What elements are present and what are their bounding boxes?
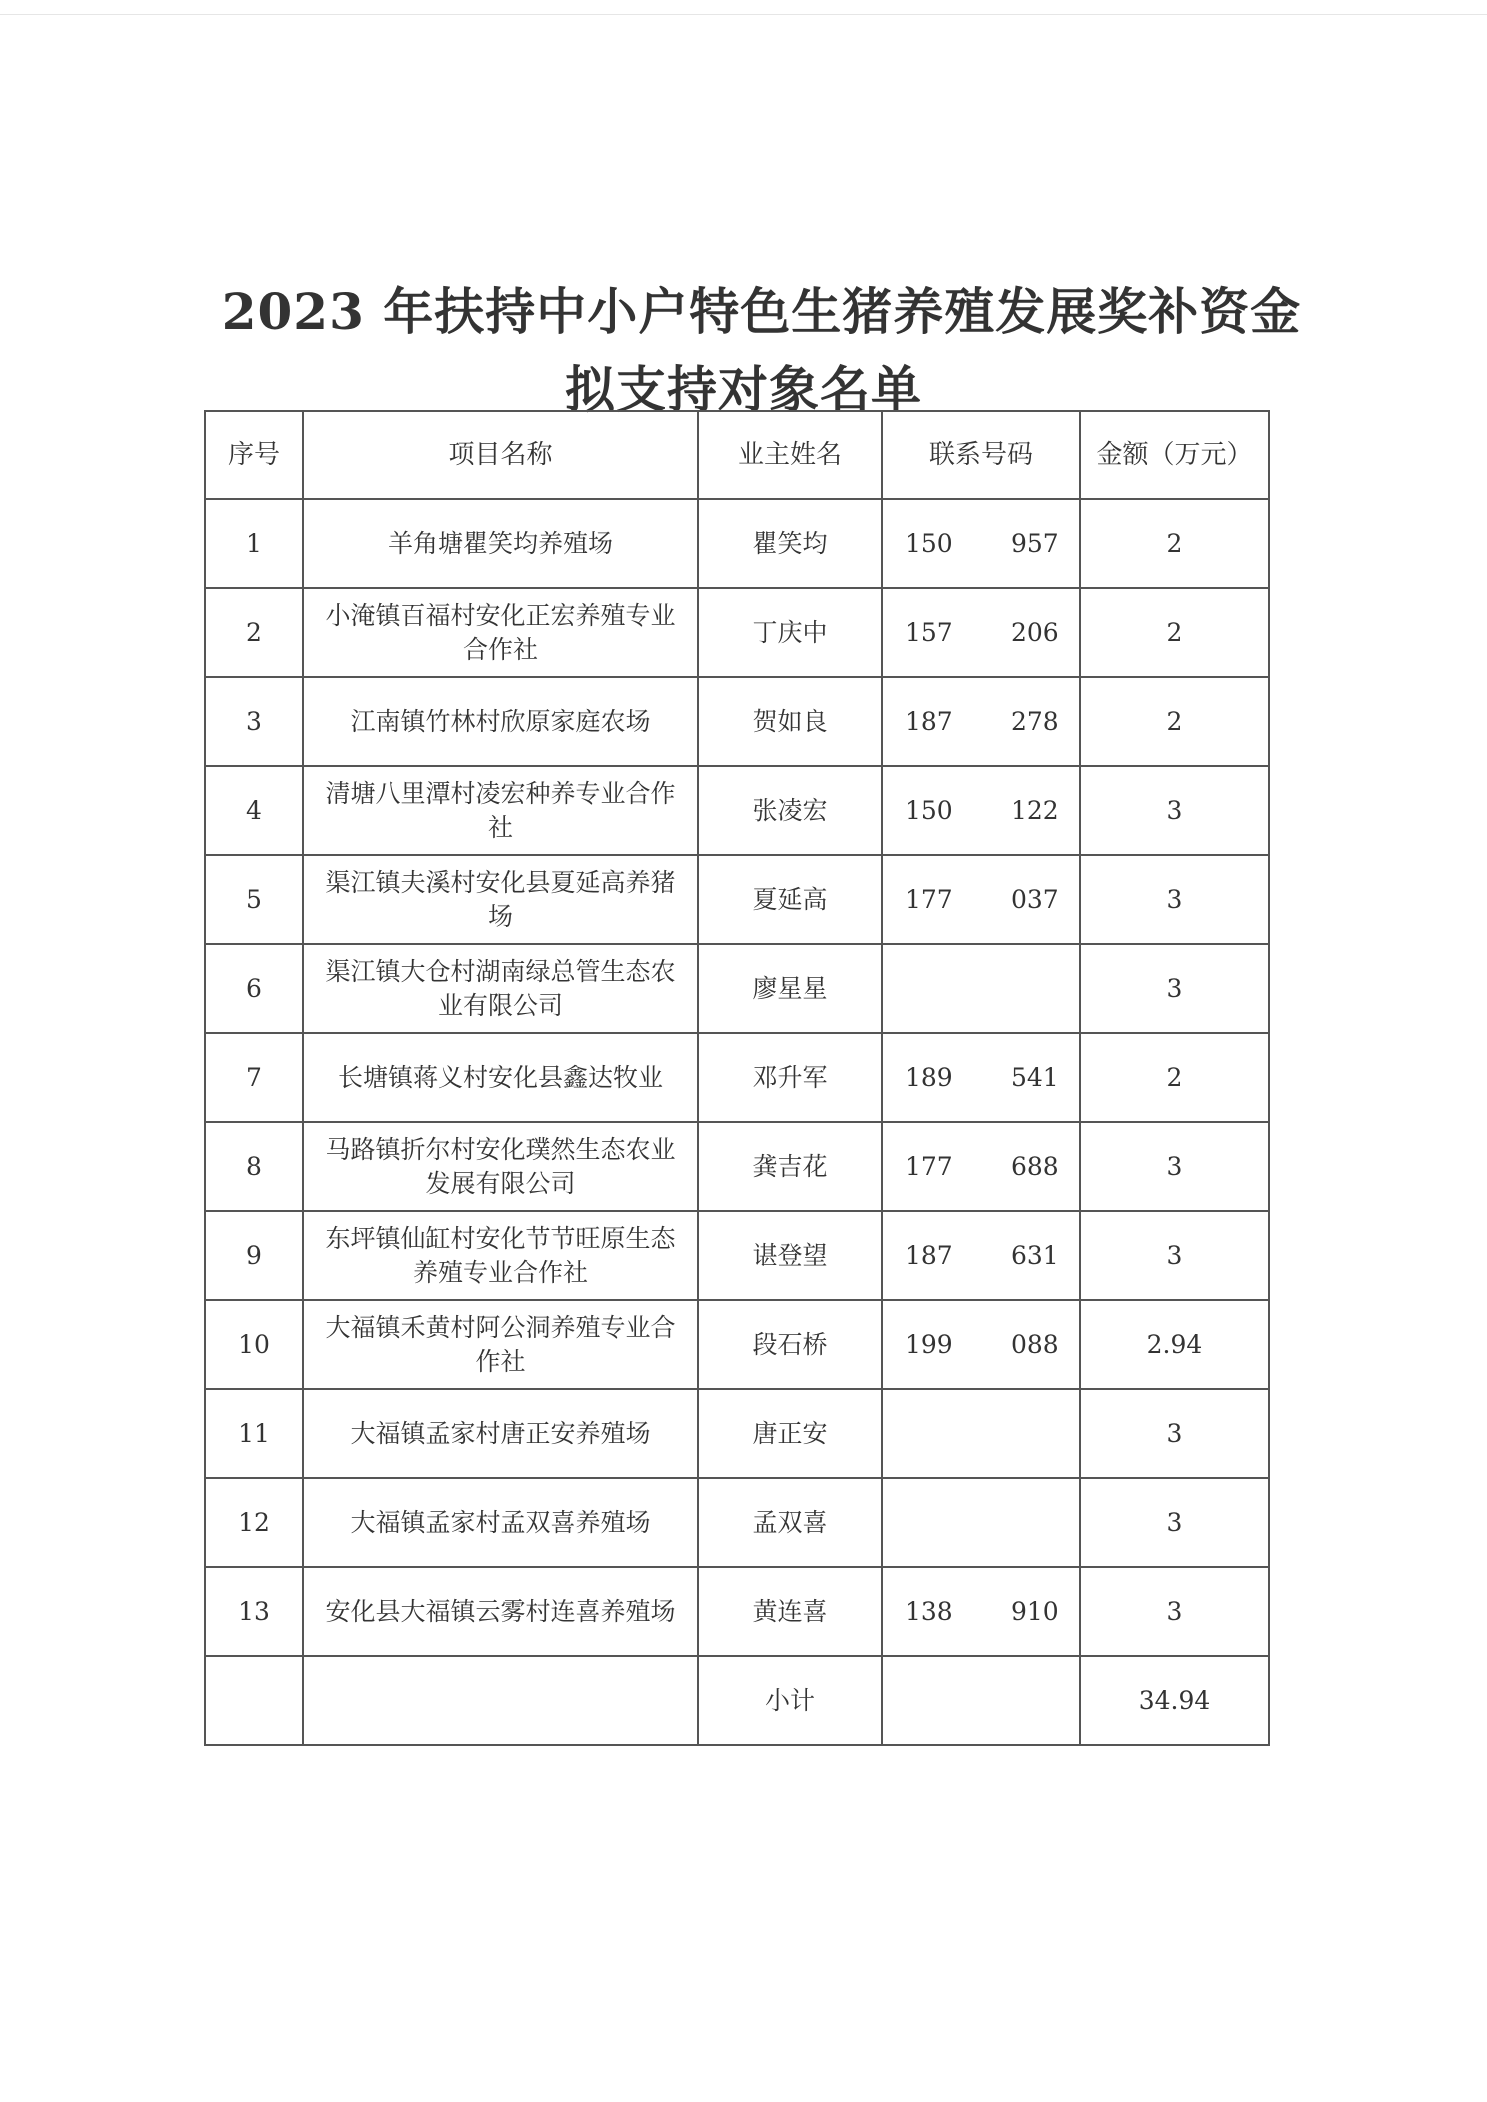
redaction-mask [957,1212,1009,1299]
redaction-mask [957,678,1009,765]
row-project: 大福镇孟家村孟双喜养殖场 [303,1478,698,1567]
header-owner: 业主姓名 [698,411,882,499]
row-phone [882,766,1080,855]
row-no: 2 [205,588,303,677]
row-amount: 2 [1080,677,1269,766]
subtotal-project [303,1656,698,1745]
row-owner: 谌登望 [698,1211,882,1300]
row-phone [882,588,1080,677]
phone-suffix: 541 [1011,1062,1059,1092]
table-row [205,766,1269,855]
row-no: 9 [205,1211,303,1300]
redaction-mask [957,1568,1009,1655]
phone-prefix: 189 [905,1062,953,1092]
table-row [205,588,1269,677]
row-no: 13 [205,1567,303,1656]
phone-suffix: 278 [1011,706,1059,736]
redaction-mask [957,767,1009,854]
phone-suffix: 122 [1011,795,1059,825]
row-amount: 3 [1080,855,1269,944]
row-no: 7 [205,1033,303,1122]
phone-prefix: 177 [905,1151,953,1181]
row-project: 大福镇孟家村唐正安养殖场 [303,1389,698,1478]
phone-prefix: 157 [905,617,953,647]
row-owner: 贺如良 [698,677,882,766]
phone-suffix: 037 [1011,884,1059,914]
document-title-line2: 拟支持对象名单 [565,360,922,419]
table-row [205,1122,1269,1211]
row-no: 4 [205,766,303,855]
table-row [205,944,1269,1033]
row-project: 清塘八里潭村凌宏种养专业合作社 [303,766,698,855]
redaction-mask [957,589,1009,676]
phone-prefix: 150 [905,528,953,558]
row-phone [882,1122,1080,1211]
header-no: 序号 [205,411,303,499]
table-header-row [205,411,1269,499]
row-project: 长塘镇蒋义村安化县鑫达牧业 [303,1033,698,1122]
phone-prefix: 187 [905,706,953,736]
row-no: 10 [205,1300,303,1389]
redaction-mask [957,1123,1009,1210]
row-owner: 唐正安 [698,1389,882,1478]
table-row [205,1300,1269,1389]
row-project: 东坪镇仙缸村安化节节旺原生态养殖专业合作社 [303,1211,698,1300]
row-owner: 丁庆中 [698,588,882,677]
table-row [205,855,1269,944]
row-project: 马路镇折尔村安化璞然生态农业发展有限公司 [303,1122,698,1211]
phone-suffix: 910 [1011,1596,1059,1626]
table-row [205,1567,1269,1656]
row-project: 渠江镇夫溪村安化县夏延高养猪场 [303,855,698,944]
row-phone [882,499,1080,588]
row-owner: 孟双喜 [698,1478,882,1567]
scan-edge [0,14,1487,15]
row-amount: 3 [1080,766,1269,855]
subtotal-label: 小计 [698,1656,882,1745]
row-owner: 张凌宏 [698,766,882,855]
table-row [205,1033,1269,1122]
row-phone [882,1478,1080,1567]
row-no: 6 [205,944,303,1033]
row-no: 8 [205,1122,303,1211]
phone-prefix: 199 [905,1329,953,1359]
row-amount: 2.94 [1080,1300,1269,1389]
subtotal-no [205,1656,303,1745]
row-phone [882,944,1080,1033]
phone-suffix: 631 [1011,1240,1059,1270]
row-project: 渠江镇大仓村湖南绿总管生态农业有限公司 [303,944,698,1033]
row-amount: 2 [1080,1033,1269,1122]
redaction-mask [957,945,1009,1032]
row-phone [882,1567,1080,1656]
table-row [205,1478,1269,1567]
row-phone [882,1033,1080,1122]
table-row [205,1389,1269,1478]
row-project: 大福镇禾黄村阿公洞养殖专业合作社 [303,1300,698,1389]
phone-suffix: 957 [1011,528,1059,558]
header-project: 项目名称 [303,411,698,499]
row-owner: 邓升军 [698,1033,882,1122]
phone-suffix: 088 [1011,1329,1059,1359]
row-no: 3 [205,677,303,766]
row-phone [882,855,1080,944]
row-project: 安化县大福镇云雾村连喜养殖场 [303,1567,698,1656]
row-owner: 段石桥 [698,1300,882,1389]
redaction-mask [957,500,1009,587]
table-row [205,1211,1269,1300]
row-owner: 黄连喜 [698,1567,882,1656]
table-row [205,677,1269,766]
row-phone [882,1300,1080,1389]
redaction-mask [957,1034,1009,1121]
row-no: 1 [205,499,303,588]
phone-prefix: 138 [905,1596,953,1626]
row-no: 12 [205,1478,303,1567]
row-phone [882,1211,1080,1300]
row-amount: 3 [1080,1389,1269,1478]
redaction-mask [957,1479,1009,1566]
row-amount: 3 [1080,1122,1269,1211]
row-project: 江南镇竹林村欣原家庭农场 [303,677,698,766]
row-amount: 3 [1080,1478,1269,1567]
redaction-mask [957,1301,1009,1388]
phone-suffix: 206 [1011,617,1059,647]
row-phone [882,1389,1080,1478]
row-amount: 3 [1080,1567,1269,1656]
redaction-mask [957,1390,1009,1477]
phone-prefix: 187 [905,1240,953,1270]
row-amount: 3 [1080,944,1269,1033]
phone-suffix: 688 [1011,1151,1059,1181]
phone-prefix: 150 [905,795,953,825]
row-no: 5 [205,855,303,944]
row-project: 羊角塘瞿笑均养殖场 [303,499,698,588]
document-title-line1: 2023 年扶持中小户特色生猪养殖发展奖补资金 [221,282,1302,341]
row-owner: 瞿笑均 [698,499,882,588]
header-phone: 联系号码 [882,411,1080,499]
row-amount: 3 [1080,1211,1269,1300]
row-phone [882,677,1080,766]
subtotal-amount: 34.94 [1080,1656,1269,1745]
subtotal-row [205,1656,1269,1745]
row-project: 小淹镇百福村安化正宏养殖专业合作社 [303,588,698,677]
row-owner: 龚吉花 [698,1122,882,1211]
row-owner: 夏延高 [698,855,882,944]
row-amount: 2 [1080,499,1269,588]
subtotal-phone [882,1656,1080,1745]
row-amount: 2 [1080,588,1269,677]
header-amount: 金额（万元） [1080,411,1269,499]
phone-prefix: 177 [905,884,953,914]
recipient-table [204,410,1270,1746]
row-owner: 廖星星 [698,944,882,1033]
table-row [205,499,1269,588]
row-no: 11 [205,1389,303,1478]
redaction-mask [957,856,1009,943]
